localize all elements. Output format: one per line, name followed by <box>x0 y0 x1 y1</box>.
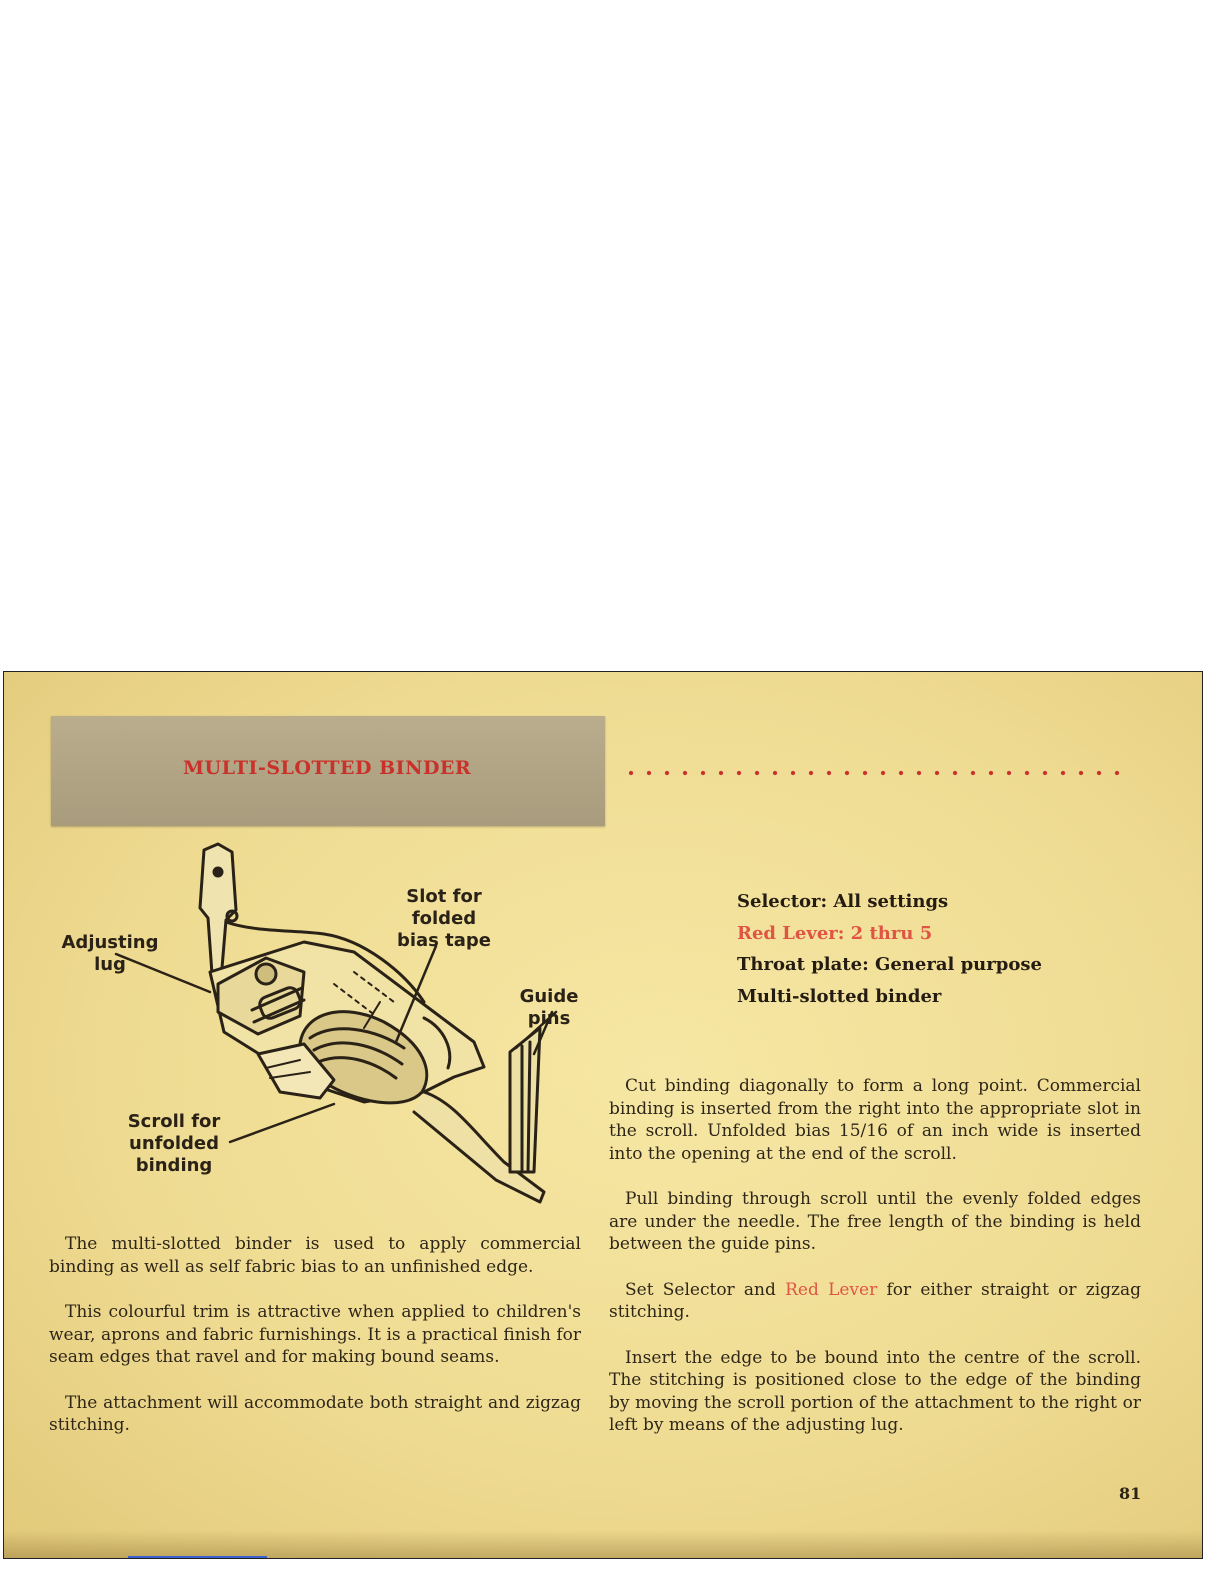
callout-line: Slot for <box>406 886 482 907</box>
text-run: for either straight or zigzag stitching. <box>609 1279 1141 1322</box>
callout-line: Adjusting <box>61 932 159 953</box>
callout-line: lug <box>94 954 126 975</box>
text-run: Set Selector and <box>625 1279 786 1300</box>
setting-attachment: Multi-slotted binder <box>737 985 942 1007</box>
callout-guide-pins <box>504 986 594 1030</box>
scanned-manual-page <box>3 671 1203 1559</box>
setting-throat-plate: Throat plate: General purpose <box>737 954 1042 975</box>
setting-red-lever: Red Lever: 2 thru 5 <box>737 922 933 944</box>
callout-line: folded <box>411 908 477 929</box>
callout-line: Guide <box>519 986 579 1007</box>
paragraph: Pull binding through scroll until the evenly folded edges are under the needle. The free length of the binding is held between the guide pins. <box>609 1189 1141 1254</box>
paragraph: This colourful trim is attractive when applied to children's wear, aprons and fabric furnishings. It is a practical finish for seam edges that ravel and for making bound seams. <box>49 1302 581 1367</box>
paragraph <box>609 1279 1141 1324</box>
paragraph: The attachment will accommodate both straight and zigzag stitching. <box>49 1392 581 1435</box>
callout-slot-for-folded <box>384 886 504 952</box>
setting-selector: Selector: All settings <box>737 891 949 912</box>
underline-mark <box>128 1556 267 1558</box>
callout-scroll-for-unfolded <box>112 1111 236 1177</box>
left-column-text <box>49 1233 581 1460</box>
right-column-text <box>609 1075 1141 1460</box>
callout-line: unfolded <box>129 1133 219 1154</box>
callout-line: pins <box>527 1008 571 1029</box>
paragraph: The multi-slotted binder is used to apply commercial binding as well as self fabric bias to an unfinished edge. <box>49 1234 581 1277</box>
page-title: MULTI-SLOTTED BINDER <box>183 757 472 779</box>
callout-line: Scroll for <box>127 1111 221 1132</box>
callout-adjusting-lug <box>60 932 160 976</box>
machine-settings <box>737 886 1042 1012</box>
callout-line: binding <box>135 1155 213 1176</box>
red-lever-inline: Red Lever <box>785 1279 878 1300</box>
paragraph: Insert the edge to be bound into the centre of the scroll. The stitching is positioned close to the edge of the binding by moving the scroll portion of the attachment to the right or left by means of the adjusting lug. <box>609 1347 1141 1435</box>
callout-line: bias tape <box>396 930 492 951</box>
paragraph: Cut binding diagonally to form a long point. Commercial binding is inserted from the right into the appropriate slot in the scroll. Unfolded bias 15/16 of an inch wide is inserted into the opening at the end of the scroll. <box>609 1076 1141 1164</box>
page-number: 81 <box>1119 1484 1142 1503</box>
